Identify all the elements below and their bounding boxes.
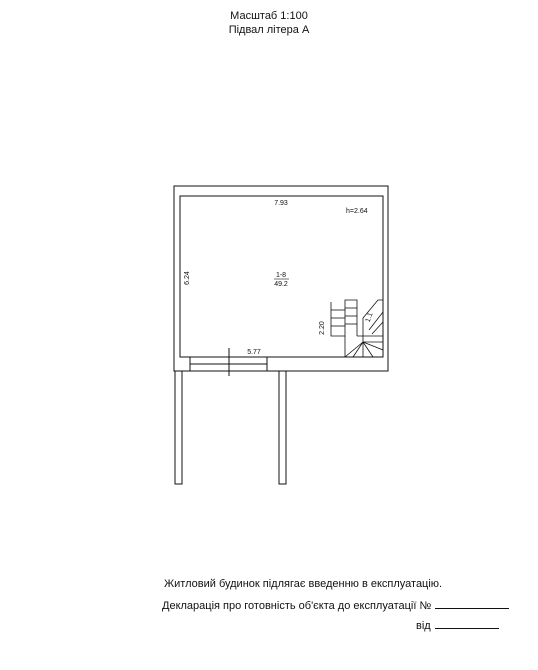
dimension-bottom: 5.77 [247,349,261,356]
foundation-piers [175,371,286,484]
date-label: від [416,620,431,632]
pier-right [279,371,286,484]
plan-title: Підвал літера А [228,24,310,36]
dimension-top: 7.93 [274,200,288,207]
declaration-number-blank [435,597,509,609]
declaration-label: Декларація про готовність об'єкта до експлуатації № [162,600,432,612]
declaration-line [162,597,509,613]
date-blank [435,617,499,629]
dimension-stair-width: 1.1 [364,311,375,324]
dimension-stair-height: 2.20 [319,321,326,335]
scale-label: Масштаб 1:100 [230,10,308,22]
pier-left [175,371,182,484]
staircase [331,300,383,357]
room-area: 49.2 [274,281,288,288]
room-number: 1-8 [275,272,287,279]
ceiling-height-label: h=2.64 [346,208,368,215]
date-line [416,617,499,633]
commissioning-statement: Житловий будинок підлягає введенню в експлуатацію. [164,578,443,590]
dimension-left: 6.24 [184,271,191,285]
